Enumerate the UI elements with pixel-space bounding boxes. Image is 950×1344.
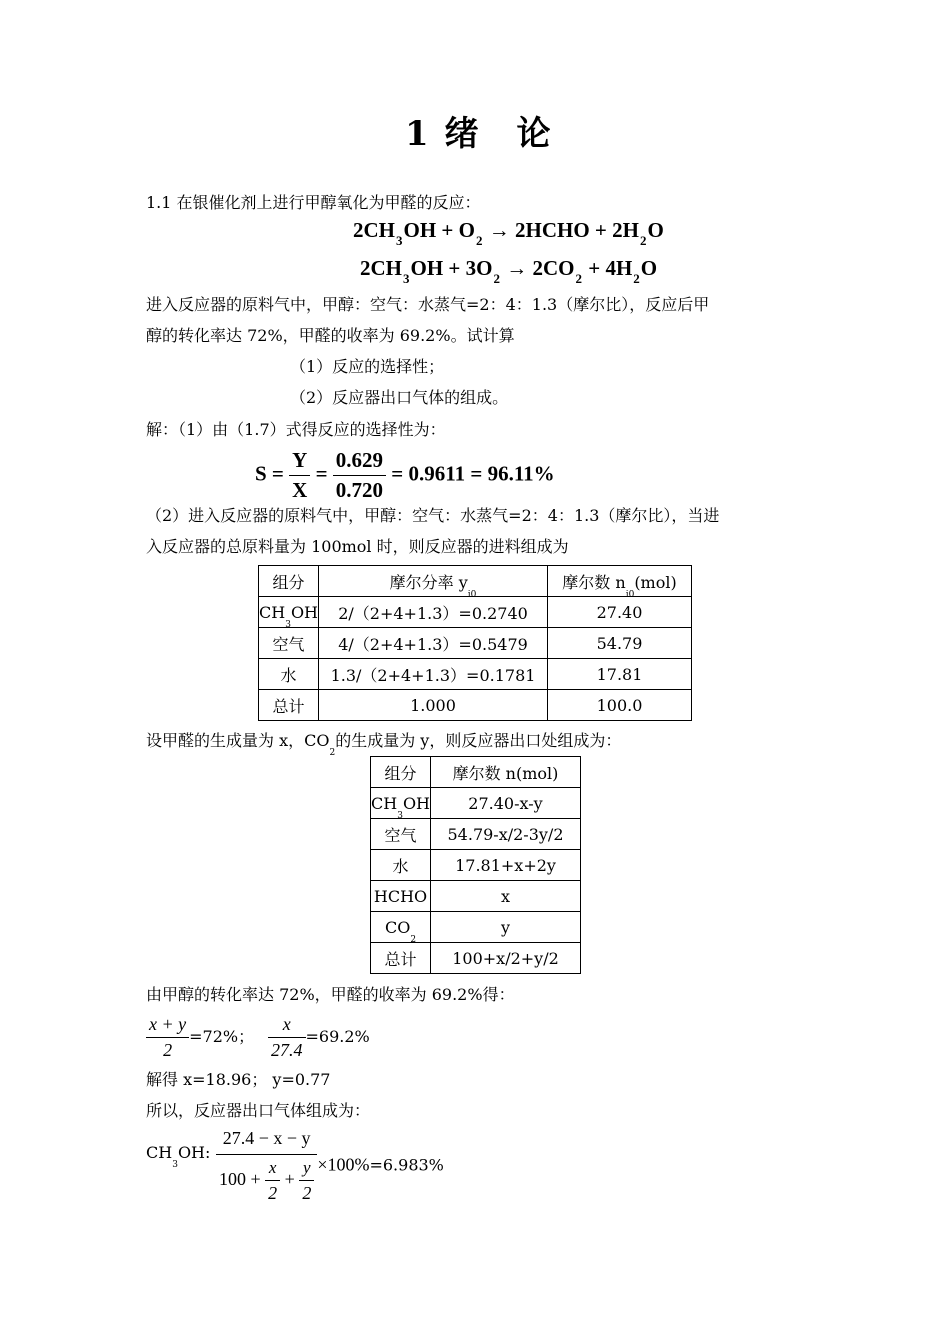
- table-cell: 17.81+x+2y: [431, 850, 581, 881]
- page-title: 1 绪 论: [405, 114, 553, 154]
- eq1-a: 2CH: [353, 218, 395, 242]
- yield-den: 27.4: [271, 1040, 303, 1060]
- cell-sub: 3: [397, 810, 403, 821]
- sel-num-1: Y: [289, 448, 310, 476]
- table-row: [371, 943, 581, 974]
- table-cell: 水: [371, 850, 431, 881]
- yield-num: x: [268, 1014, 306, 1038]
- table-cell: 组分: [259, 566, 319, 597]
- solution-step-1: 解：（1）由（1.7）式得反应的选择性为：: [146, 420, 446, 439]
- header-text: 摩尔分率 y: [389, 572, 468, 592]
- solution-step-6: 所以，反应器出口气体组成为：: [146, 1101, 371, 1120]
- ch3oh-fraction: [216, 1128, 444, 1204]
- table-cell: [319, 566, 548, 600]
- table-cell: [371, 788, 431, 819]
- den-2: 2: [268, 1183, 278, 1203]
- header-unit: (mol): [634, 572, 677, 592]
- eq2-b-sub: 2: [493, 271, 500, 286]
- table-row: [259, 690, 692, 721]
- eq1-c-sub: 2: [639, 233, 647, 248]
- solution-step-4: 由甲醇的转化率达 72%，甲醛的收率为 69.2%得：: [146, 985, 515, 1004]
- den-y: y: [299, 1158, 314, 1181]
- sel-eq: =: [315, 461, 328, 486]
- table-cell: 27.40-x-y: [431, 788, 581, 819]
- ch3oh-a: CH: [146, 1143, 173, 1162]
- problem-intro: 1.1 在银催化剂上进行甲醇氧化为甲醛的反应：: [146, 193, 481, 212]
- den-x: x: [265, 1158, 280, 1181]
- conv-num: x + y: [146, 1014, 189, 1038]
- conv-val: =72%；: [189, 1027, 255, 1046]
- table-cell: 27.40: [548, 597, 692, 628]
- equation-1: [353, 218, 664, 248]
- table-cell: 摩尔数 n(mol): [431, 757, 581, 788]
- table-row: [371, 912, 581, 943]
- eq2-b: OH + 3O: [410, 256, 493, 280]
- header-sub: i0: [625, 589, 635, 600]
- cell-text: CH: [259, 602, 286, 622]
- selectivity-formula: [255, 448, 555, 503]
- eq1-a-sub: 3: [396, 233, 403, 248]
- table-cell: HCHO: [371, 881, 431, 912]
- table-cell: 17.81: [548, 659, 692, 690]
- cell-text: OH: [402, 793, 431, 813]
- header-sub: i0: [467, 589, 477, 600]
- sel-lhs: S =: [255, 461, 284, 486]
- problem-line-1: 进入反应器的原料气中，甲醇：空气：水蒸气=2：4：1.3（摩尔比），反应后甲: [146, 295, 710, 314]
- table-cell: 2/（2+4+1.3）=0.2740: [319, 597, 548, 628]
- table-cell: 100+x/2+y/2: [431, 943, 581, 974]
- table-cell: 水: [259, 659, 319, 690]
- table-row: [371, 881, 581, 912]
- ch3oh-label: [146, 1143, 211, 1170]
- ch3oh-den: [216, 1155, 317, 1204]
- table-row: [259, 566, 692, 597]
- eq1-d: O: [647, 218, 664, 242]
- table-cell: 组分: [371, 757, 431, 788]
- ch3oh-sub: 3: [172, 1160, 178, 1170]
- table-cell: 总计: [371, 943, 431, 974]
- ch3oh-num: 27.4 − x − y: [216, 1128, 317, 1155]
- step3-text-a: 设甲醛的生成量为 x，CO: [146, 731, 330, 750]
- eq2-c: → 2CO: [500, 256, 575, 280]
- sel-rest: = 0.9611 = 96.11%: [391, 461, 555, 486]
- sel-den-2: 0.720: [335, 478, 384, 502]
- table-cell: x: [431, 881, 581, 912]
- table-cell: 空气: [259, 628, 319, 659]
- table-cell: 空气: [371, 819, 431, 850]
- solution-step-2b: 入反应器的总原料量为 100mol 时，则反应器的进料组成为: [146, 537, 569, 556]
- step3-sub: 2: [329, 748, 336, 758]
- eq2-e: O: [640, 256, 658, 280]
- eq2-a: 2CH: [360, 256, 402, 280]
- equation-2: [360, 256, 658, 286]
- cell-sub: 3: [285, 619, 291, 630]
- eq2-c-sub: 2: [575, 271, 582, 286]
- feed-composition-table: [258, 565, 692, 721]
- yield-val: =69.2%: [305, 1027, 370, 1046]
- cell-text: OH: [290, 602, 319, 622]
- table-row: [371, 757, 581, 788]
- question-2: （2）反应器出口气体的组成。: [290, 388, 509, 407]
- table-cell: 54.79: [548, 628, 692, 659]
- solution-step-5: 解得 x=18.96； y=0.77: [146, 1070, 331, 1089]
- table-row: [371, 850, 581, 881]
- eq1-c: → 2HCHO + 2H: [483, 218, 639, 242]
- sel-num-2: 0.629: [333, 448, 386, 476]
- sel-den-1: X: [292, 478, 308, 502]
- table-cell: [371, 912, 431, 943]
- eq1-b: OH + O: [403, 218, 475, 242]
- cell-text: CO: [384, 917, 411, 937]
- ch3oh-val: =6.983%: [369, 1155, 444, 1175]
- den-plus: +: [284, 1169, 295, 1190]
- den-a: 100 +: [219, 1169, 261, 1190]
- step3-text-b: 的生成量为 y，则反应器出口处组成为：: [335, 731, 622, 750]
- ch3oh-times: ×100%: [317, 1154, 370, 1175]
- table-row: [371, 788, 581, 819]
- problem-line-2: 醇的转化率达 72%，甲醛的收率为 69.2%。试计算: [146, 326, 515, 345]
- conv-den: 2: [163, 1040, 173, 1060]
- table-cell: 4/（2+4+1.3）=0.5479: [319, 628, 548, 659]
- header-text: 摩尔数 n: [562, 572, 626, 592]
- outlet-composition-table: [370, 756, 581, 974]
- table-row: [259, 659, 692, 690]
- den-2b: 2: [302, 1183, 312, 1203]
- table-cell: 54.79-x/2-3y/2: [431, 819, 581, 850]
- eq2-d: + 4H: [582, 256, 633, 280]
- question-1: （1）反应的选择性；: [290, 357, 445, 376]
- table-cell: y: [431, 912, 581, 943]
- conversion-equation: [146, 1014, 254, 1061]
- ch3oh-b: OH:: [177, 1143, 211, 1162]
- cell-sub: 2: [410, 934, 417, 945]
- table-row: [259, 628, 692, 659]
- table-cell: 100.0: [548, 690, 692, 721]
- table-cell: [259, 597, 319, 628]
- cell-text: CH: [371, 793, 398, 813]
- table-cell: 1.000: [319, 690, 548, 721]
- yield-equation: [268, 1014, 370, 1061]
- solution-step-2a: （2）进入反应器的原料气中，甲醇：空气：水蒸气=2：4：1.3（摩尔比），当进: [146, 506, 720, 525]
- eq2-a-sub: 3: [403, 271, 410, 286]
- solution-step-3: [146, 731, 622, 758]
- table-row: [259, 597, 692, 628]
- table-cell: [548, 566, 692, 600]
- table-cell: 总计: [259, 690, 319, 721]
- eq2-d-sub: 2: [633, 271, 640, 286]
- eq1-b-sub: 2: [475, 233, 483, 248]
- table-row: [371, 819, 581, 850]
- table-cell: 1.3/（2+4+1.3）=0.1781: [319, 659, 548, 690]
